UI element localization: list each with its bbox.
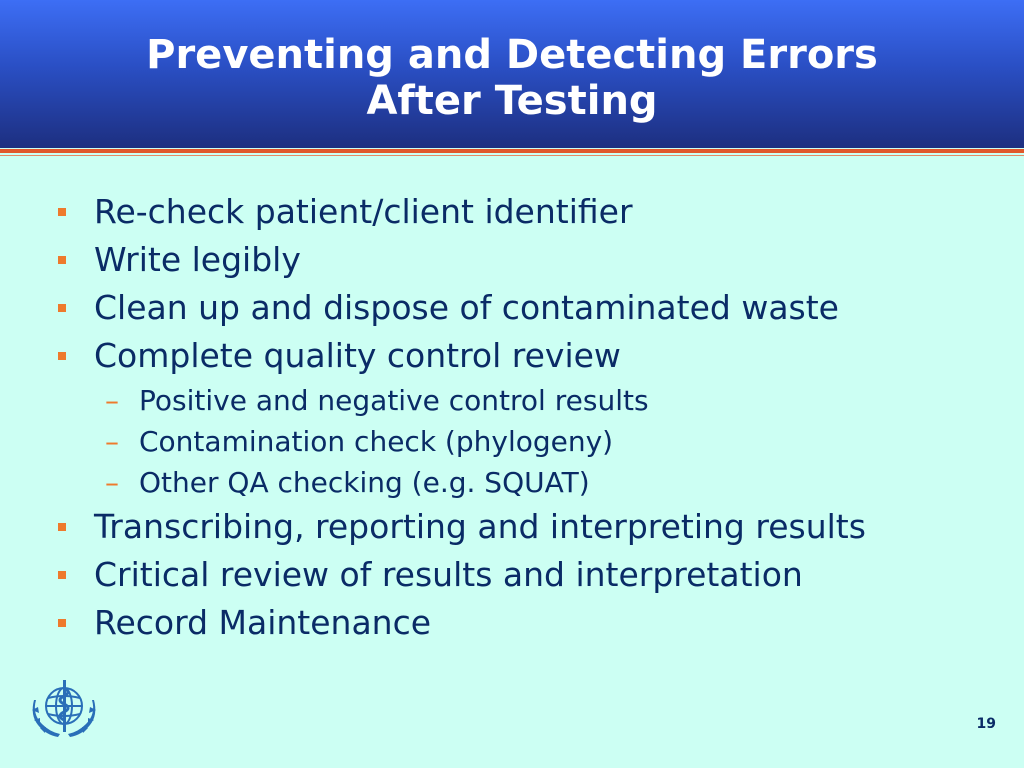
bullet-text: Transcribing, reporting and interpreting results — [94, 507, 866, 546]
page-number: 19 — [976, 716, 996, 732]
bullet-marker — [58, 352, 66, 360]
bullet-text: Re-check patient/client identifier — [94, 192, 633, 231]
bullet-text: Clean up and dispose of contaminated waste — [94, 288, 839, 327]
sub-bullet-text: Positive and negative control results — [139, 384, 649, 417]
bullet-text: Write legibly — [94, 240, 301, 279]
sub-bullet-text: Contamination check (phylogeny) — [139, 425, 614, 458]
title-line-1: Preventing and Detecting Errors — [146, 32, 878, 78]
sub-list-item — [0, 421, 1024, 462]
list-item — [0, 284, 1024, 332]
list-item — [0, 188, 1024, 236]
header-divider — [0, 149, 1024, 153]
sub-bullet-text: Other QA checking (e.g. SQUAT) — [139, 466, 590, 499]
bullet-marker — [58, 256, 66, 264]
bullet-list — [0, 188, 1024, 647]
list-item — [0, 599, 1024, 647]
sub-list-item — [0, 462, 1024, 503]
dash-marker: – — [105, 425, 119, 458]
title-line-2: After Testing — [366, 78, 658, 124]
bullet-text: Critical review of results and interpretation — [94, 555, 803, 594]
bullet-marker — [58, 304, 66, 312]
who-emblem-icon — [24, 670, 104, 750]
bullet-marker — [58, 619, 66, 627]
list-item — [0, 332, 1024, 380]
list-item — [0, 551, 1024, 599]
bullet-marker — [58, 571, 66, 579]
bullet-text: Record Maintenance — [94, 603, 432, 642]
bullet-marker — [58, 523, 66, 531]
list-item — [0, 236, 1024, 284]
dash-marker: – — [105, 384, 119, 417]
slide-title — [0, 32, 1024, 124]
bullet-text: Complete quality control review — [94, 336, 621, 375]
slide-header — [0, 0, 1024, 148]
sub-list-item — [0, 380, 1024, 421]
header-divider-thin — [0, 155, 1024, 156]
bullet-marker — [58, 208, 66, 216]
list-item — [0, 503, 1024, 551]
dash-marker: – — [105, 466, 119, 499]
